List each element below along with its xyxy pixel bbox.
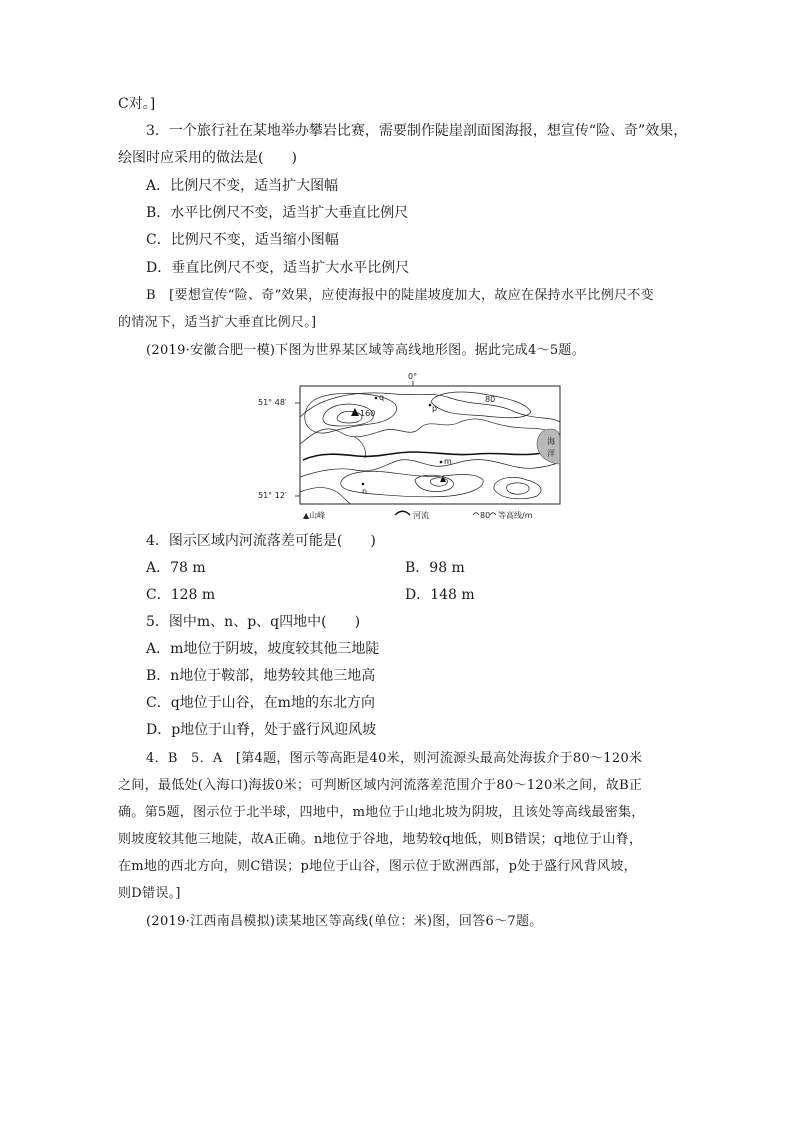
q4-stem: 4．图示区域内河流落差可能是( ) — [146, 533, 376, 549]
q45-answer-line6: 则D错误。] — [118, 886, 181, 901]
legend-contour: 等高线/m — [498, 511, 533, 520]
q5-stem: 5．图中m、n、p、q四地中( ) — [146, 614, 361, 630]
legend-peak: ▲山峰 — [303, 511, 326, 520]
q4-options-row1 — [146, 558, 206, 578]
longitude-label: 0° — [408, 372, 418, 381]
sea-label-1: 海 — [547, 437, 555, 446]
q3-answer-line1: B [要想宣传“险、奇”效果，应使海报中的陡崖坡度加大，故应在保持水平比例尺不变 — [146, 288, 654, 303]
sea-label-2: 洋 — [547, 449, 555, 458]
q4-option-b: B．98 m — [405, 560, 465, 576]
point-n-label: n — [362, 487, 368, 496]
contour-80-label: 80 — [485, 395, 496, 404]
point-p-marker — [429, 404, 432, 407]
q3-stem-line1: 3．一个旅行社在某地举办攀岩比赛，需要制作陡崖剖面图海报，想宣传“险、奇”效果， — [146, 123, 688, 139]
point-q-label: q — [379, 393, 385, 402]
answer-continuation: C对。] — [118, 96, 156, 112]
q3-option-c: C．比例尺不变，适当缩小图幅 — [146, 232, 339, 248]
q45-answer-line2: 之间，最低处(入海口)海拔0米；可判断区域内河流落差范围介于80～120米之间，故B正 — [118, 778, 643, 793]
latitude-bottom-label: 51° 12′ — [258, 491, 287, 500]
q45-answer-line5: 在m地的西北方向，则C错误；p地位于山谷，图示位于欧洲西部，p处于盛行风背风坡， — [118, 859, 637, 874]
q45-answer-line1: 4．B 5．A [第4题，图示等高距是40米，则河流源头最高处海拔介于80～120米 — [146, 751, 643, 766]
q5-option-c: C．q地位于山谷，在m地的东北方向 — [146, 695, 375, 711]
point-n-marker — [362, 483, 365, 486]
legend-contour-number: 80 — [480, 511, 491, 520]
legend-river: 河流 — [413, 511, 429, 520]
q3-answer-line2: 的情况下，适当扩大垂直比例尺。] — [118, 315, 317, 330]
q45-answer-line4: 则坡度较其他三地陡，故A正确。n地位于谷地，地势较q地低，则B错误；q地位于山脊， — [118, 832, 643, 847]
q67-intro: (2019·江西南昌模拟)读某地区等高线(单位：米)图，回答6～7题。 — [146, 914, 543, 929]
q45-intro: (2019·安徽合肥一模)下图为世界某区域等高线地形图。据此完成4～5题。 — [146, 343, 586, 358]
q3-option-b: B．水平比例尺不变，适当扩大垂直比例尺 — [146, 205, 409, 221]
peak-elevation: 160 — [360, 409, 376, 418]
point-m-marker — [440, 461, 443, 464]
q5-option-d: D．p地位于山脊，处于盛行风迎风坡 — [146, 722, 377, 738]
q45-answer-line3: 确。第5题，图示位于北半球，四地中，m地位于山地北坡为阴坡，且该处等高线最密集， — [118, 805, 645, 820]
contour-map — [245, 372, 575, 522]
q5-option-a: A．m地位于阴坡，坡度较其他三地陡 — [146, 641, 380, 657]
q3-option-d: D．垂直比例尺不变，适当扩大水平比例尺 — [146, 260, 410, 276]
q4-option-d: D．148 m — [405, 587, 475, 603]
q3-stem-line2: 绘图时应采用的做法是( ) — [118, 150, 297, 166]
q3-option-a: A．比例尺不变，适当扩大图幅 — [146, 178, 339, 194]
q4-option-a: A．78 m — [146, 560, 206, 576]
latitude-top-label: 51° 48′ — [258, 398, 287, 407]
q4-option-c: C．128 m — [146, 587, 216, 603]
point-p-label: p — [432, 404, 438, 413]
q5-option-b: B．n地位于鞍部，地势较其他三地高 — [146, 668, 376, 684]
point-q-marker — [375, 397, 378, 400]
point-m-label: m — [444, 457, 452, 466]
legend-river-symbol — [395, 511, 410, 515]
